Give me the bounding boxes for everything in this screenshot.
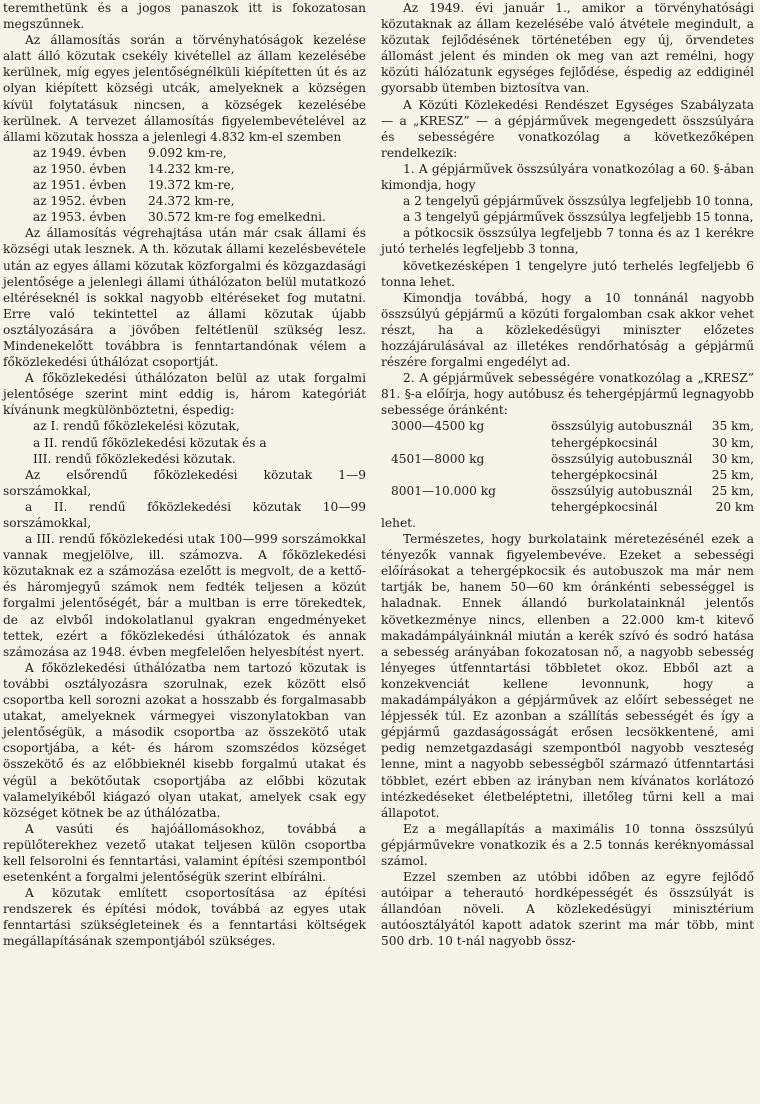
paragraph: 1. A gépjárművek összsúlyára vonatkozólag a 60. §-ában kimondja, hogy <box>381 161 754 193</box>
speed-cell: 30 km, <box>711 435 754 450</box>
vehicle-cell: összsúlyig autobusznál <box>551 483 693 498</box>
category-item: a II. rendű főközlekedési közutak és a <box>33 435 267 450</box>
list-item: a 2 tengelyű gépjárművek összsúlya legfeljebb 10 tonna, <box>403 194 754 209</box>
paragraph: Ez a megállapítás a maximális 10 tonna összsúlyú gépjárművekre vonatkozik és a 2.5 tonnás keréknyomással számol. <box>381 821 754 868</box>
paragraph: 2. A gépjárművek sebességére vonatkozólag a „KRESZ” 81. §-a előírja, hogy autóbusz és tehergépjármű legnagyobb sebessége óránként: <box>381 371 754 418</box>
weight-cell: 4501—8000 kg <box>391 451 485 466</box>
road-length-list <box>33 145 366 225</box>
paragraph: a II. rendű főközlekedési közutak 10—99 sorszámokkal, <box>3 499 366 530</box>
list-item: következésképen 1 tengelyre jutó terhelés legfeljebb 6 tonna lehet. <box>381 258 754 289</box>
paragraph: Az államosítás során a törvényhatóságok kezelése alatt álló közutak csekély kivétellel az állam kezelésébe kerülnek, míg egyes jelentőségnélküli kiépítetten út és az olyan kiépített községi utcák, amelyeknek a községen kívül folytatásuk nincsen, a községek kezelésébe kerülnek. A tervezet államosítás figyelembevételével az állami közutak hossza a jelenlegi 4.832 km-el szemben <box>3 33 366 144</box>
paragraph: Kimondja továbbá, hogy a 10 tonnánál nagyobb összsúlyú gépjármű a közúti forgalomban csak akkor vehet részt, ha a közlekedésügyi miniszter előzetes hozzájárulásával az illetékes rendőrhatóság a gépjármű részére forgalmi engedélyt ad. <box>381 290 754 370</box>
speed-cell: 30 km, <box>711 451 754 466</box>
paragraph: Természetes, hogy burkolataink méretezésénél ezek a tényezők vannak figyelembevéve. Ezeket a sebességi előírásokat a tehergépkocsik és autobuszok ma már nem tartják be, hanem 50—60 km óránkénti sebességgel is haladnak. Ennek állandó burkolatainknál jelentős következménye nincs, ellenben a 22.000 km-t kitevő makadámpályáinknál miután a kerék szívó és sodró hatása a sebesség arányában fokozatosan nő, a nagyobb sebesség lényeges útfenntartási többletet okoz. Ebből azt a konzekvenciát kellene levonnunk, hogy a makadámpályákon a gépjárművek az előírt sebességet ne lépjessék túl. Ez azonban a szállítás sebességét és így a gépjármű gazdaságosságát erősen lecsökkentené, ami pedig nemzetgazdasági szempontból nagyobb veszteség lenne, mint a nagyobb sebességből származó útfenntartási többlet, ezért ebben az irányban nem kívánatos korlátozó intézkedéseket életbeléptetni, illetőleg tűrni kell a mai állapotot. <box>381 532 754 820</box>
paragraph: Az 1949. évi január 1., amikor a törvényhatósági közutaknak az állam kezelésébe való átvétele megindult, a közutak fejlődésének történetében egy új, örvendetes állomást jelent és minden ok meg van azt remélni, hogy közúti hálózatunk egységes fejlődése, éspedig az eddiginél gyorsabb ütemben biztosítva van. <box>381 1 754 96</box>
paragraph: A közutak említett csoportosítása az építési rendszerek és építési módok, továbbá az egyes utak fenntartási szükségleteinek és a fenntartási költségek megállapításának szempontjából szükséges. <box>3 886 366 949</box>
category-item: az I. rendű főközlekelési közutak, <box>33 419 240 434</box>
left-column <box>3 0 366 950</box>
vehicle-cell: összsúlyig autobusznál <box>551 419 693 434</box>
speed-cell: 25 km, <box>711 467 754 482</box>
paragraph: a III. rendű főközlekedési utak 100—999 sorszámokkal vannak megjelölve, ill. számozva. A főközlekedési közutaknak ez a számozása ezelőtt is megvolt, de a kettő- és háromjegyű számok nem fedték teljesen a közút forgalmi jelentőségét, bár a multban is erre törekedtek, de az elvből indokolatlanul gyakran engedményeket tettek, ezért a főközlekedési úthálózatok és annak számozása az 1948. évben megfelelően helyesbítést nyert. <box>3 532 366 659</box>
weight-cell <box>391 467 551 483</box>
paragraph: Ezzel szemben az utóbbi időben az egyre fejlődő autóipar a teherautó hordképességét és összsúlyát is állandóan növeli. A közlekedésügyi minisztérium autóosztályától kapott adatok szerint ma már több, mint 500 drb. 10 t-nál nagyobb össz- <box>381 870 754 949</box>
paragraph: A főközlekedési úthálózaton belül az utak forgalmi jelentősége szerint mint eddig is, három kategóriát kívánunk megkülönböztetni, éspedig: <box>3 371 366 418</box>
list-item: az 1950. évben 14.232 km-re, <box>33 161 235 176</box>
list-item: az 1949. évben 9.092 km-re, <box>33 145 227 160</box>
right-column <box>381 0 754 950</box>
list-item: az 1953. évben 30.572 km-re fog emelkedni. <box>33 210 326 225</box>
list-item: az 1951. évben 19.372 km-re, <box>33 178 235 193</box>
paragraph: lehet. <box>381 516 416 530</box>
vehicle-cell: tehergépkocsinál <box>551 499 658 514</box>
weight-cell: 8001—10.000 kg <box>391 483 496 498</box>
list-item: az 1952. évben 24.372 km-re, <box>33 194 235 209</box>
paragraph: A Közúti Közlekedési Rendészet Egységes Szabályzata — a „KRESZ” — a gépjárművek megengedett összsúlyára és sebességére vonatkozólag a következőképen rendelkezik: <box>381 97 754 160</box>
paragraph: Az államosítás végrehajtása után már csak állami és községi utak lesznek. A th. közutak állami kezelésbevétele után az egyes állami közutak közforgalmi és közgazdasági jelentősége a jelenlegi állami úthálózaton belül mutatkozó eltéréseknél is sokkal nagyobb eltéréseket fog mutatni. Erre való tekintettel az állami közutak újabb osztályozására a jövőben feltétlenül szükség lesz. Mindenekelőtt továbbra is fenntartandónak vélem a főközlekedési úthálózat csoportját. <box>3 226 366 370</box>
list-item: a 3 tengelyű gépjárművek összsúlya legfeljebb 15 tonna, <box>403 210 754 225</box>
paragraph: A vasúti és hajóállomásokhoz, továbbá a repülőterekhez vezető utakat teljesen külön csoportba kell felsorolni és fenntartási, valamint építési szempontból esetenként a forgalmi jelentőségük szerint elbírálni. <box>3 821 366 885</box>
speed-cell: 25 km, <box>711 483 754 498</box>
vehicle-cell: tehergépkocsinál <box>551 435 658 450</box>
paragraph: teremthetünk és a jogos panaszok itt is fokozatosan megszűnnek. <box>3 1 366 32</box>
weight-cell: 3000—4500 kg <box>391 419 485 434</box>
vehicle-cell: összsúlyig autobusznál <box>551 451 693 466</box>
category-item: III. rendű főközlekedési közutak. <box>33 451 236 466</box>
vehicle-cell: tehergépkocsinál <box>551 467 658 482</box>
paragraph: A főközlekedési úthálózatba nem tartozó közutak is további osztályozásra szorulnak, ezek között első csoportba kell sorozni azokat a hosszabb és forgalmasabb utakat, amelyeknek vármegyei viszonylatokban van jelentőségük, a második csoportba az összekötő utak csoportjába, a két- és három szomszédos községet összekötő és az előbbieknél kisebb forgalmú utakat és végül a bekötőutak csoportjába az előbbi közutak valamelyikéből kiágazó olyan utakat, amelyek csak egy községet kötnek be az úthálózatba. <box>3 660 366 820</box>
speed-cell: 20 km <box>715 499 754 514</box>
weight-cell <box>391 435 551 451</box>
speed-cell: 35 km, <box>711 419 754 434</box>
paragraph: Az elsőrendű főközlekedési közutak 1—9 sorszámokkal, <box>3 467 366 498</box>
weight-cell <box>391 499 551 515</box>
speed-table <box>391 418 754 515</box>
list-item: a pótkocsik összsúlya legfeljebb 7 tonna és az 1 kerékre jutó terhelés legfeljebb 3 tonna, <box>381 226 754 257</box>
